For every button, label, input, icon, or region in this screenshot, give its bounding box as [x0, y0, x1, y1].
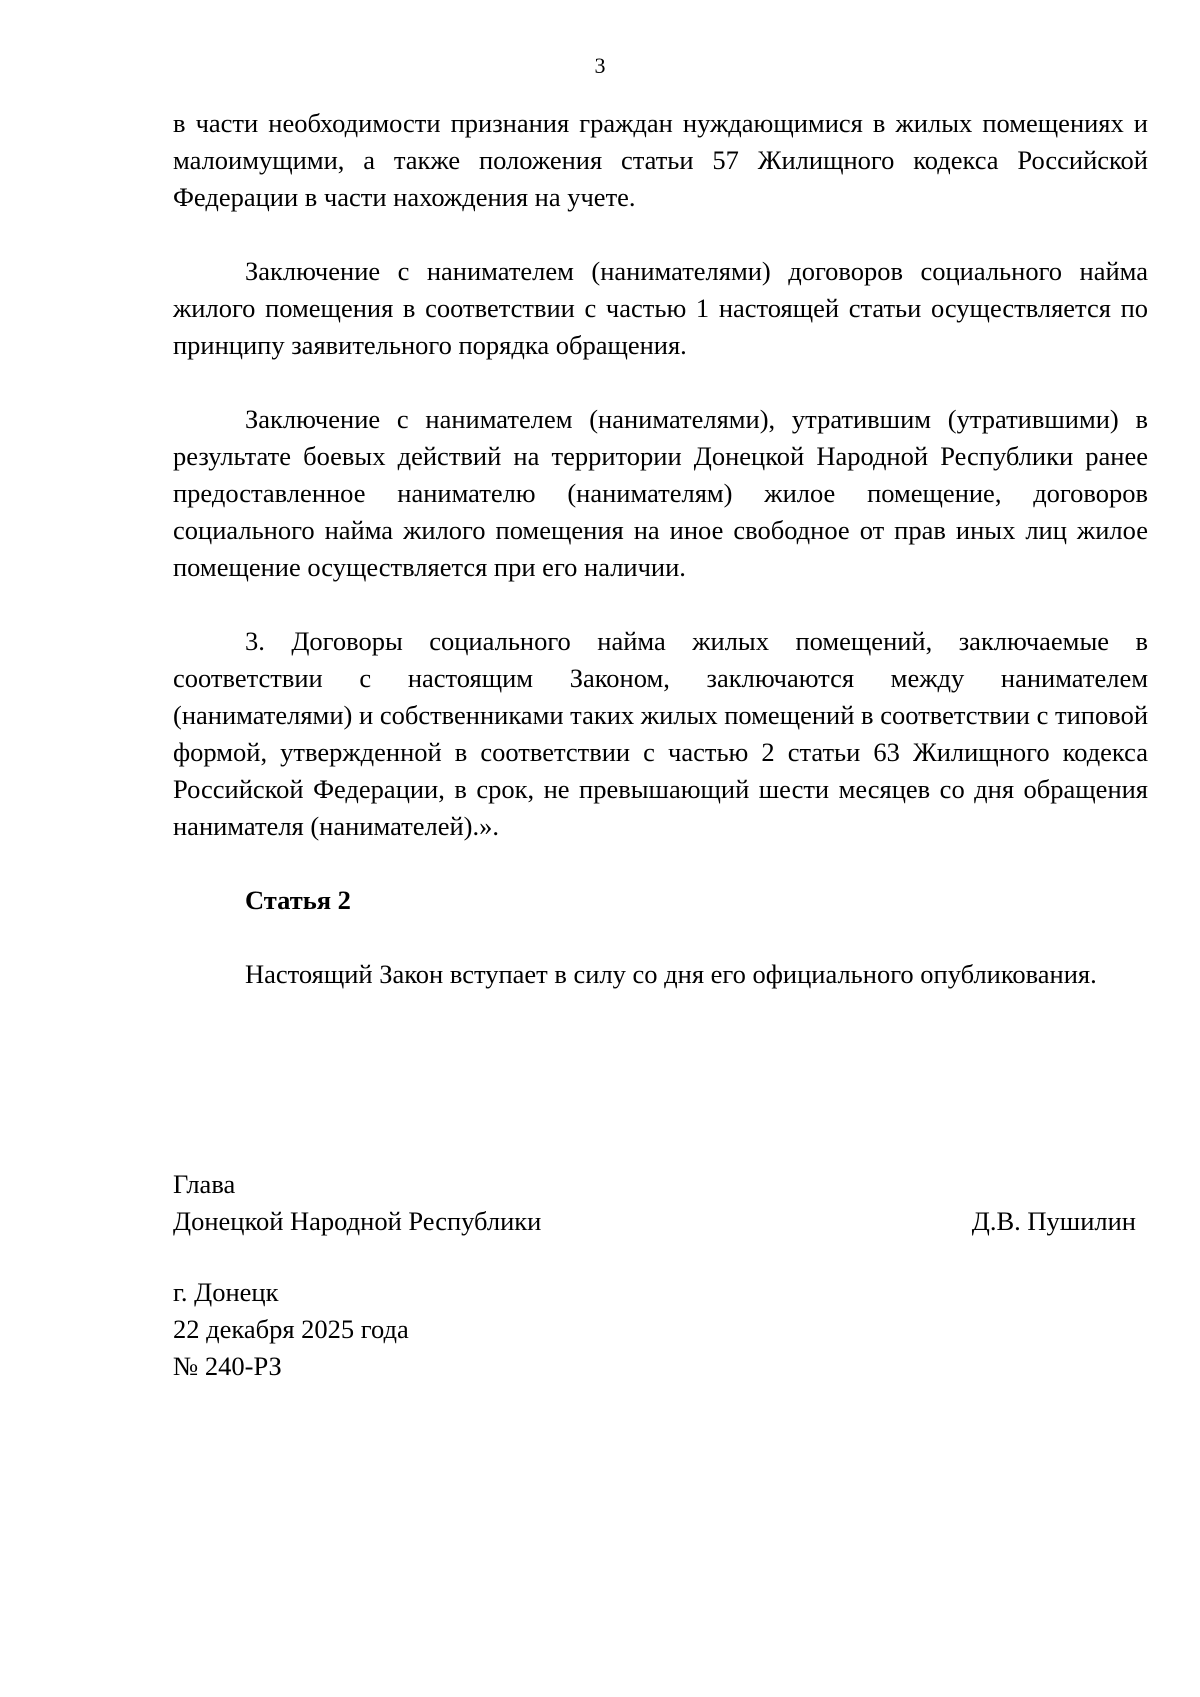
signatory-name: Д.В. Пушилин: [971, 1206, 1136, 1236]
footer-law-number: № 240-РЗ: [173, 1351, 282, 1381]
paragraph-lost-housing: Заключение с нанимателем (нанимателями), утратившим (утратившими) в результате боевых действий на территории Донецкой Народной Республики ранее предоставленное нанимателю (нанимателям) жилое помещение, договоров социального найма жилого помещения на иное свободное от прав иных лиц жилое помещение осуществляется при его наличии.: [173, 404, 1148, 582]
document-body: [173, 105, 1148, 993]
signature-title-line2: Донецкой Народной Республики: [173, 1206, 542, 1236]
footer-date: 22 декабря 2025 года: [173, 1314, 409, 1344]
signature-block: [173, 1166, 1148, 1240]
document-footer: [173, 1274, 773, 1385]
article-2-text: Настоящий Закон вступает в силу со дня его официального опубликования.: [245, 959, 1097, 989]
paragraph-item-3: 3. Договоры социального найма жилых помещений, заключаемые в соответствии с настоящим Законом, заключаются между нанимателем (нанимателями) и собственниками таких жилых помещений в соответствии с типовой формой, утвержденной в соответствии с частью 2 статьи 63 Жилищного кодекса Российской Федерации, в срок, не превышающий шести месяцев со дня обращения нанимателя (нанимателей).».: [173, 626, 1148, 841]
page-number: 3: [594, 53, 606, 78]
footer-city: г. Донецк: [173, 1277, 279, 1307]
article-2-heading: Статья 2: [245, 885, 351, 915]
paragraph-contract-conclusion: Заключение с нанимателем (нанимателями) договоров социального найма жилого помещения в соответствии с частью 1 настоящей статьи осуществляется по принципу заявительного порядка обращения.: [173, 256, 1148, 360]
signature-title-line1: Глава: [173, 1169, 236, 1199]
paragraph-continuation: в части необходимости признания граждан нуждающимися в жилых помещениях и малоимущими, а также положения статьи 57 Жилищного кодекса Российской Федерации в части нахождения на учете.: [173, 108, 1148, 212]
